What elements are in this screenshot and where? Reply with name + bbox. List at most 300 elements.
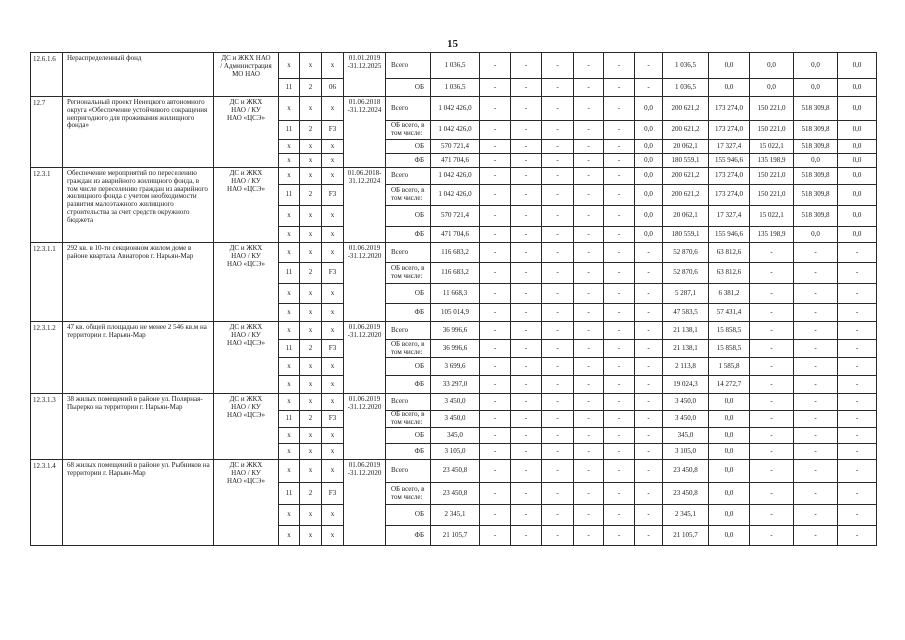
value-cell: - [574, 444, 604, 460]
value-cell: - [574, 340, 604, 358]
value-cell: - [635, 376, 663, 394]
value-cell: 135 198,9 [750, 227, 794, 243]
value-cell: - [480, 411, 511, 428]
value-cell: 3 450,0 [431, 394, 480, 411]
value-cell: - [604, 79, 635, 97]
value-cell: - [574, 304, 604, 322]
code-cell: х [322, 53, 344, 79]
value-cell: 0,0 [838, 79, 877, 97]
code-cell: х [300, 97, 322, 121]
value-cell: - [574, 243, 604, 263]
value-cell: 3 105,0 [431, 444, 480, 460]
code-cell: 2 [300, 263, 322, 284]
value-cell: 15 022,1 [750, 140, 794, 154]
value-cell: 0,0 [709, 411, 750, 428]
value-cell: - [794, 394, 838, 411]
value-cell: 570 721,4 [431, 206, 480, 227]
code-cell: х [300, 526, 322, 546]
value-cell: 15 022,1 [750, 206, 794, 227]
value-cell: - [794, 428, 838, 444]
value-cell: 21 138,1 [663, 340, 709, 358]
funding-source: ОБ [386, 284, 431, 304]
code-cell: 11 [279, 121, 300, 140]
value-cell: - [604, 263, 635, 284]
code-cell: х [300, 53, 322, 79]
value-cell: 200 621,2 [663, 185, 709, 206]
code-cell: F3 [322, 411, 344, 428]
value-cell: - [750, 526, 794, 546]
code-cell: х [322, 444, 344, 460]
value-cell: - [542, 304, 574, 322]
value-cell: - [838, 304, 877, 322]
value-cell: - [604, 168, 635, 185]
code-cell: х [322, 206, 344, 227]
value-cell: - [542, 227, 574, 243]
row-executor: ДС и ЖКХ НАО / КУ НАО «ЦСЭ» [214, 97, 279, 168]
value-cell: - [542, 154, 574, 168]
value-cell: - [511, 322, 542, 340]
value-cell: 57 431,4 [709, 304, 750, 322]
value-cell: 21 138,1 [663, 322, 709, 340]
value-cell: - [511, 97, 542, 121]
value-cell: - [511, 340, 542, 358]
code-cell: х [300, 168, 322, 185]
table-row [31, 460, 877, 483]
value-cell: - [511, 140, 542, 154]
funding-source: ФБ [386, 444, 431, 460]
value-cell: - [750, 243, 794, 263]
table-row [31, 97, 877, 121]
value-cell: - [574, 185, 604, 206]
value-cell: - [635, 483, 663, 505]
table-row [31, 322, 877, 340]
value-cell: - [635, 304, 663, 322]
value-cell: 200 621,2 [663, 168, 709, 185]
value-cell: - [794, 340, 838, 358]
value-cell: - [542, 483, 574, 505]
funding-source: ФБ [386, 526, 431, 546]
code-cell: 06 [322, 79, 344, 97]
value-cell: 19 024,3 [663, 376, 709, 394]
value-cell: - [794, 444, 838, 460]
value-cell: - [542, 97, 574, 121]
value-cell: 0,0 [750, 79, 794, 97]
value-cell: - [542, 358, 574, 376]
value-cell: - [511, 53, 542, 79]
value-cell: 0,0 [838, 227, 877, 243]
value-cell: 0,0 [794, 227, 838, 243]
value-cell: 173 274,0 [709, 97, 750, 121]
value-cell: - [794, 304, 838, 322]
value-cell: - [480, 97, 511, 121]
value-cell: - [542, 376, 574, 394]
value-cell: - [511, 185, 542, 206]
value-cell: 0,0 [635, 227, 663, 243]
code-cell: F3 [322, 185, 344, 206]
value-cell: - [604, 243, 635, 263]
value-cell: - [480, 322, 511, 340]
value-cell: 36 996,6 [431, 340, 480, 358]
value-cell: 116 683,2 [431, 243, 480, 263]
value-cell: - [604, 411, 635, 428]
code-cell: 2 [300, 411, 322, 428]
value-cell: 0,0 [709, 483, 750, 505]
row-executor: ДС и ЖКХ НАО / КУ НАО «ЦСЭ» [214, 243, 279, 322]
funding-source: ОБ всего, в том числе: [386, 185, 431, 206]
value-cell: 0,0 [838, 53, 877, 79]
value-cell: 0,0 [709, 460, 750, 483]
value-cell: 0,0 [709, 53, 750, 79]
value-cell: - [511, 284, 542, 304]
code-cell: х [300, 505, 322, 526]
value-cell: 116 683,2 [431, 263, 480, 284]
value-cell: - [542, 322, 574, 340]
funding-source: Всего [386, 394, 431, 411]
code-cell: х [322, 97, 344, 121]
row-number: 12.7 [31, 97, 63, 168]
value-cell: - [604, 140, 635, 154]
code-cell: х [300, 284, 322, 304]
value-cell: - [542, 526, 574, 546]
code-cell: х [300, 304, 322, 322]
value-cell: - [480, 428, 511, 444]
row-number: 12.3.1.1 [31, 243, 63, 322]
row-description: Обеспечение мероприятий по переселению граждан из аварийного жилищного фонда, в том числе переселению граждан из аварийного жилищного фонда с учетом необходимости развития малоэтажного жилищного строительства за счет средств окружного бюджета [63, 168, 214, 243]
value-cell: 20 062,1 [663, 206, 709, 227]
value-cell: 1 036,5 [663, 53, 709, 79]
funding-source: ФБ [386, 304, 431, 322]
value-cell: - [604, 340, 635, 358]
funding-source: Всего [386, 97, 431, 121]
value-cell: - [604, 428, 635, 444]
value-cell: - [511, 358, 542, 376]
code-cell: х [279, 358, 300, 376]
value-cell: - [574, 263, 604, 284]
code-cell: 2 [300, 483, 322, 505]
row-dates: 01.01.2019 -31.12.2025 [344, 53, 386, 97]
value-cell: - [480, 376, 511, 394]
row-description: Нераспределенный фонд [63, 53, 214, 97]
value-cell: 150 221,0 [750, 97, 794, 121]
value-cell: 3 699,6 [431, 358, 480, 376]
value-cell: 52 870,6 [663, 263, 709, 284]
value-cell: - [750, 444, 794, 460]
value-cell: 150 221,0 [750, 185, 794, 206]
code-cell: 2 [300, 121, 322, 140]
value-cell: - [480, 185, 511, 206]
value-cell: - [480, 206, 511, 227]
row-number: 12.6.1.6 [31, 53, 63, 97]
row-number: 12.3.1.3 [31, 394, 63, 460]
value-cell: - [750, 322, 794, 340]
value-cell: 1 042 426,0 [431, 185, 480, 206]
value-cell: 17 327,4 [709, 206, 750, 227]
row-description: 47 кв. общей площадью не менее 2 546 кв.м на территории г. Нарьян-Мар [63, 322, 214, 394]
row-number: 12.3.1.4 [31, 460, 63, 546]
value-cell: - [574, 358, 604, 376]
value-cell: 155 946,6 [709, 154, 750, 168]
value-cell: 3 450,0 [431, 411, 480, 428]
table-row [31, 243, 877, 263]
value-cell: 20 062,1 [663, 140, 709, 154]
value-cell: 0,0 [635, 154, 663, 168]
value-cell: - [480, 53, 511, 79]
row-executor: ДС и ЖКХ НАО / КУ НАО «ЦСЭ» [214, 322, 279, 394]
value-cell: 0,0 [635, 97, 663, 121]
value-cell: - [480, 340, 511, 358]
code-cell: х [300, 154, 322, 168]
value-cell: - [604, 376, 635, 394]
code-cell: х [300, 460, 322, 483]
funding-source: Всего [386, 243, 431, 263]
code-cell: 11 [279, 79, 300, 97]
code-cell: х [300, 206, 322, 227]
code-cell: х [300, 227, 322, 243]
value-cell: - [635, 53, 663, 79]
value-cell: - [635, 505, 663, 526]
value-cell: - [604, 284, 635, 304]
value-cell: 471 704,6 [431, 227, 480, 243]
value-cell: - [838, 505, 877, 526]
value-cell: 1 042 426,0 [431, 168, 480, 185]
value-cell: - [838, 358, 877, 376]
value-cell: 518 309,8 [794, 140, 838, 154]
value-cell: 1 585,8 [709, 358, 750, 376]
value-cell: 0,0 [635, 206, 663, 227]
value-cell: - [794, 460, 838, 483]
value-cell: - [838, 340, 877, 358]
value-cell: - [794, 505, 838, 526]
code-cell: х [322, 284, 344, 304]
value-cell: 1 036,5 [431, 79, 480, 97]
value-cell: - [542, 243, 574, 263]
code-cell: х [300, 444, 322, 460]
value-cell: 0,0 [750, 53, 794, 79]
code-cell: х [322, 168, 344, 185]
value-cell: - [480, 121, 511, 140]
value-cell: - [635, 358, 663, 376]
code-cell: 11 [279, 483, 300, 505]
funding-source: ОБ всего, в том числе: [386, 483, 431, 505]
value-cell: - [574, 394, 604, 411]
value-cell: 23 450,8 [431, 483, 480, 505]
funding-source: ФБ [386, 154, 431, 168]
value-cell: 518 309,8 [794, 97, 838, 121]
value-cell: - [574, 168, 604, 185]
code-cell: х [322, 304, 344, 322]
value-cell: 0,0 [635, 168, 663, 185]
code-cell: х [279, 227, 300, 243]
value-cell: 1 036,5 [663, 79, 709, 97]
value-cell: - [750, 411, 794, 428]
funding-source: ОБ всего, в том числе: [386, 411, 431, 428]
code-cell: х [279, 154, 300, 168]
row-executor: ДС и ЖКХ НАО / КУ НАО «ЦСЭ» [214, 460, 279, 546]
value-cell: - [750, 358, 794, 376]
value-cell: 3 450,0 [663, 411, 709, 428]
value-cell: 345,0 [431, 428, 480, 444]
funding-source: ОБ всего, в том числе: [386, 340, 431, 358]
value-cell: 180 559,1 [663, 154, 709, 168]
value-cell: - [480, 227, 511, 243]
value-cell: - [750, 263, 794, 284]
code-cell: х [322, 505, 344, 526]
value-cell: 0,0 [838, 185, 877, 206]
value-cell: - [635, 460, 663, 483]
funding-source: ОБ [386, 358, 431, 376]
code-cell: х [279, 526, 300, 546]
row-executor: ДС и ЖКХ НАО / КУ НАО «ЦСЭ» [214, 394, 279, 460]
value-cell: - [838, 263, 877, 284]
row-number: 12.3.1.2 [31, 322, 63, 394]
value-cell: - [750, 376, 794, 394]
value-cell: - [794, 411, 838, 428]
value-cell: 0,0 [794, 79, 838, 97]
value-cell: - [604, 322, 635, 340]
value-cell: 52 870,6 [663, 243, 709, 263]
value-cell: - [838, 243, 877, 263]
value-cell: - [574, 154, 604, 168]
value-cell: - [794, 284, 838, 304]
code-cell: х [279, 444, 300, 460]
funding-source: Всего [386, 53, 431, 79]
row-dates: 01.06.2019 -31.12.2020 [344, 243, 386, 322]
code-cell: х [279, 505, 300, 526]
code-cell: х [279, 376, 300, 394]
value-cell: 0,0 [794, 154, 838, 168]
value-cell: - [574, 483, 604, 505]
value-cell: - [604, 304, 635, 322]
value-cell: - [635, 428, 663, 444]
value-cell: - [511, 394, 542, 411]
value-cell: - [838, 526, 877, 546]
value-cell: - [511, 460, 542, 483]
value-cell: 3 105,0 [663, 444, 709, 460]
value-cell: - [574, 526, 604, 546]
value-cell: - [604, 185, 635, 206]
code-cell: х [300, 322, 322, 340]
value-cell: - [604, 526, 635, 546]
code-cell: х [300, 394, 322, 411]
value-cell: - [542, 206, 574, 227]
code-cell: х [279, 97, 300, 121]
value-cell: - [511, 428, 542, 444]
funding-source: ФБ [386, 376, 431, 394]
value-cell: 135 198,9 [750, 154, 794, 168]
value-cell: - [574, 53, 604, 79]
table-body [31, 53, 877, 546]
value-cell: - [635, 243, 663, 263]
value-cell: - [750, 304, 794, 322]
value-cell: 1 042 426,0 [431, 97, 480, 121]
value-cell: - [574, 505, 604, 526]
code-cell: F3 [322, 121, 344, 140]
value-cell: - [794, 243, 838, 263]
funding-source: ОБ всего, в том числе: [386, 263, 431, 284]
value-cell: - [480, 483, 511, 505]
value-cell: - [604, 505, 635, 526]
value-cell: - [604, 460, 635, 483]
value-cell: 14 272,7 [709, 376, 750, 394]
value-cell: 518 309,8 [794, 206, 838, 227]
funding-source: Всего [386, 168, 431, 185]
value-cell: - [794, 322, 838, 340]
code-cell: х [279, 168, 300, 185]
value-cell: 11 668,3 [431, 284, 480, 304]
value-cell: 0,0 [838, 168, 877, 185]
table-row [31, 168, 877, 185]
value-cell: - [480, 460, 511, 483]
value-cell: - [480, 526, 511, 546]
value-cell: - [838, 483, 877, 505]
value-cell: 518 309,8 [794, 121, 838, 140]
value-cell: - [542, 284, 574, 304]
funding-source: ОБ [386, 428, 431, 444]
code-cell: х [322, 358, 344, 376]
value-cell: - [542, 411, 574, 428]
value-cell: 21 105,7 [663, 526, 709, 546]
value-cell: - [604, 53, 635, 79]
value-cell: - [511, 483, 542, 505]
funding-source: ОБ [386, 140, 431, 154]
value-cell: - [604, 358, 635, 376]
value-cell: - [511, 206, 542, 227]
value-cell: - [511, 526, 542, 546]
value-cell: 0,0 [838, 206, 877, 227]
code-cell: F3 [322, 263, 344, 284]
value-cell: - [542, 121, 574, 140]
value-cell: 0,0 [838, 97, 877, 121]
code-cell: х [279, 428, 300, 444]
value-cell: - [480, 304, 511, 322]
value-cell: 0,0 [709, 394, 750, 411]
value-cell: 0,0 [635, 185, 663, 206]
row-dates: 01.06.2018- 31.12.2024 [344, 168, 386, 243]
value-cell: - [511, 168, 542, 185]
value-cell: 105 014,9 [431, 304, 480, 322]
value-cell: - [574, 460, 604, 483]
table-row [31, 394, 877, 411]
value-cell: 33 297,0 [431, 376, 480, 394]
value-cell: - [511, 121, 542, 140]
page-number: 15 [447, 38, 458, 50]
value-cell: - [542, 168, 574, 185]
value-cell: - [574, 140, 604, 154]
value-cell: - [511, 304, 542, 322]
code-cell: х [322, 227, 344, 243]
value-cell: - [574, 97, 604, 121]
value-cell: - [604, 154, 635, 168]
value-cell: - [542, 185, 574, 206]
value-cell: - [838, 284, 877, 304]
code-cell: 2 [300, 185, 322, 206]
value-cell: 0,0 [709, 505, 750, 526]
value-cell: 6 381,2 [709, 284, 750, 304]
code-cell: х [322, 526, 344, 546]
code-cell: х [300, 140, 322, 154]
value-cell: 1 042 426,0 [431, 121, 480, 140]
value-cell: - [574, 428, 604, 444]
value-cell: 5 287,1 [663, 284, 709, 304]
value-cell: 570 721,4 [431, 140, 480, 154]
value-cell: - [511, 505, 542, 526]
value-cell: - [750, 505, 794, 526]
code-cell: F3 [322, 483, 344, 505]
value-cell: 0,0 [709, 428, 750, 444]
value-cell: 21 105,7 [431, 526, 480, 546]
value-cell: 3 450,0 [663, 394, 709, 411]
value-cell: 36 996,6 [431, 322, 480, 340]
